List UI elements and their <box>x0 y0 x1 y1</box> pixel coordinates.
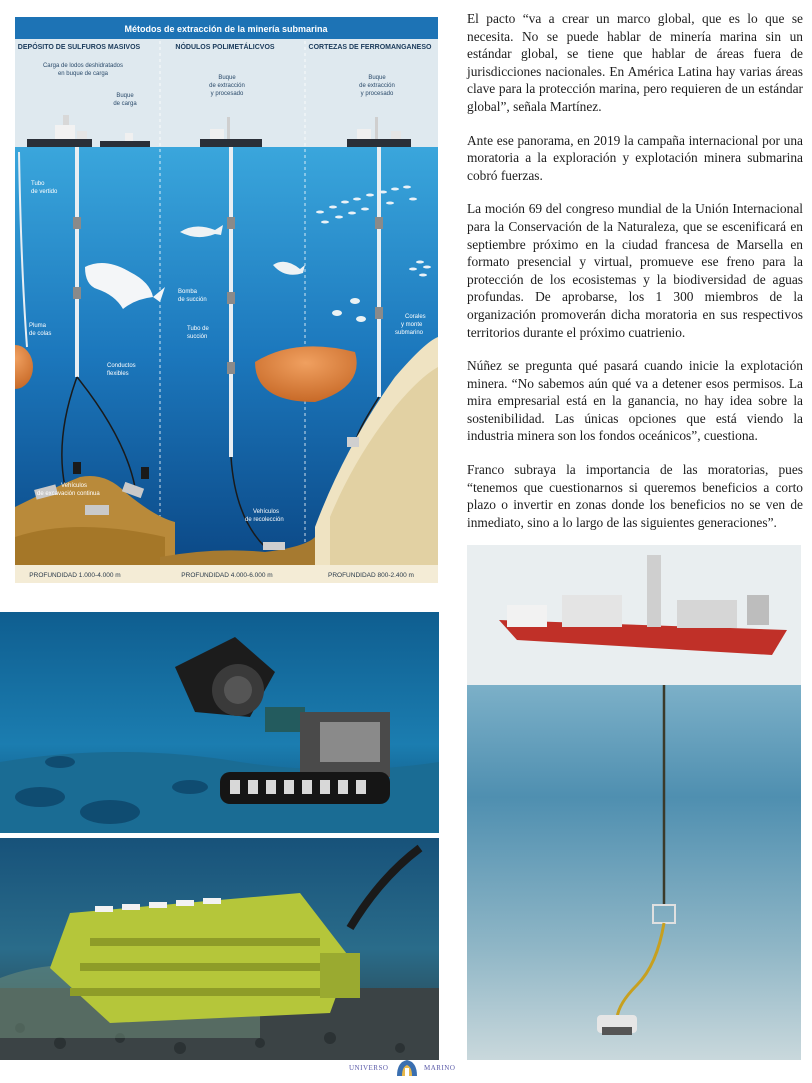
label-buque-extraccion-1c: y procesado <box>210 91 244 97</box>
infographic-title: Métodos de extracción de la minería submarina <box>124 24 328 34</box>
label-tubo-succion-1: Tubo de <box>187 326 209 332</box>
turtle-icon <box>356 316 366 322</box>
label-pluma-colas-1: Pluma <box>29 323 47 329</box>
footer-right-word: MARINO <box>424 1064 456 1072</box>
label-conductos-1: Conductos <box>107 363 136 369</box>
turtle-icon <box>350 298 360 304</box>
article-paragraph-1: El pacto “va a crear un marco global, que es lo que se necesita. No se puede hablar de minería marina sin un estándar global, se tiene que hablar de áreas fuera de jurisdicciones nacionales. En América Latina hay varias áreas clave para la protección marina, pero requieren de un estándar global”, señala Martínez. <box>467 11 803 114</box>
label-corales-1: Corales <box>405 314 426 320</box>
label-tubo-succion-2: succión <box>187 334 208 340</box>
label-corales-2: y monte <box>401 322 423 328</box>
label-buque-carga-1: Buque <box>116 93 134 99</box>
footer-left-word: UNIVERSO <box>349 1064 389 1072</box>
turtle-icon <box>332 310 342 316</box>
label-excavacion-2: de excavación continua <box>37 491 100 497</box>
label-pluma-colas-2: de colas <box>29 331 52 337</box>
label-conductos-2: flexibles <box>107 371 129 377</box>
mining-vehicle-icon <box>50 893 360 1023</box>
article-body <box>467 10 803 547</box>
label-recoleccion-2: de recolección <box>245 517 284 523</box>
label-carga-lodos-2: en buque de carga <box>57 71 109 77</box>
article-paragraph-3: La moción 69 del congreso mundial de la Unión Internacional para la Conservación de la Naturaleza, que se escenificará en septiembre próximo en la ciudad francesa de Marsella en formato presencial y virtual, promueve ese freno para la protección de los ecosistemas y la biodiversidad de aguas profundas. De aprobarse, los 1 300 miembros de la organización promoverán dicha moratoria en sus respectivos territorios durante el próximo cuatrienio. <box>467 201 803 340</box>
mining-ship-riser-photo <box>467 545 801 1060</box>
depth-cortezas: PROFUNDIDAD 800-2.400 m <box>328 572 414 579</box>
label-buque-extraccion-1b: de extracción <box>209 83 245 89</box>
column-heading-nodulos: NÓDULOS POLIMETÁLICVOS <box>175 44 275 51</box>
label-bomba-1: Bomba <box>178 289 198 295</box>
depth-sulfuros: PROFUNDIDAD 1.000-4.000 m <box>29 572 121 579</box>
column-heading-cortezas: CORTEZAS DE FERROMANGANESO <box>308 44 432 51</box>
label-excavacion-1: Vehículos <box>61 483 88 489</box>
label-tubo-vertido-2: de vertido <box>31 189 58 195</box>
label-corales-3: submarino <box>395 330 424 336</box>
seabed-collector-photo <box>0 838 439 1060</box>
depth-nodulos: PROFUNDIDAD 4.000-6.000 m <box>181 572 273 579</box>
article-paragraph-4: Núñez se pregunta qué pasará cuando inicie la explotación minera. “No sabemos aún qué va a detener esos permisos. La mira empresarial está en la ganancia, no hay idea sobre la sostenibilidad. Las únicas opciones que está viendo la industria minera son los fondos oceánicos”, cuestiona. <box>467 358 803 444</box>
label-recoleccion-1: Vehículos <box>253 509 280 515</box>
seabed-cutter-photo <box>0 612 439 833</box>
article-paragraph-2: Ante ese panorama, en 2019 la campaña internacional por una moratoria a la exploración y explotación minera submarina cobró fuerzas. <box>467 132 803 183</box>
column-heading-sulfuros: DEPÓSITO DE SULFUROS MASIVOS <box>17 44 141 51</box>
label-buque-extraccion-2a: Buque <box>368 75 386 81</box>
article-paragraph-5: Franco subraya la importancia de las moratorias, pues “tenemos que cuestionarnos si queremos beneficios a corto plazo o invertir en zonas donde los beneficios no se ven de inmediato, sino a lo largo de las siguientes generaciones”. <box>467 462 803 530</box>
label-buque-extraccion-2c: y procesado <box>360 91 394 97</box>
mining-vehicle-icon <box>597 1015 637 1035</box>
label-bomba-2: de succión <box>178 297 207 303</box>
label-carga-lodos-1: Carga de lodos deshidratados <box>42 63 124 69</box>
logo-icon <box>394 1058 420 1083</box>
mining-methods-infographic <box>15 17 438 583</box>
label-tubo-vertido-1: Tubo <box>31 181 45 187</box>
label-buque-extraccion-2b: de extracción <box>359 83 395 89</box>
page-footer <box>0 1058 812 1078</box>
label-buque-carga-2: de carga <box>113 101 137 107</box>
label-buque-extraccion-1a: Buque <box>218 75 236 81</box>
